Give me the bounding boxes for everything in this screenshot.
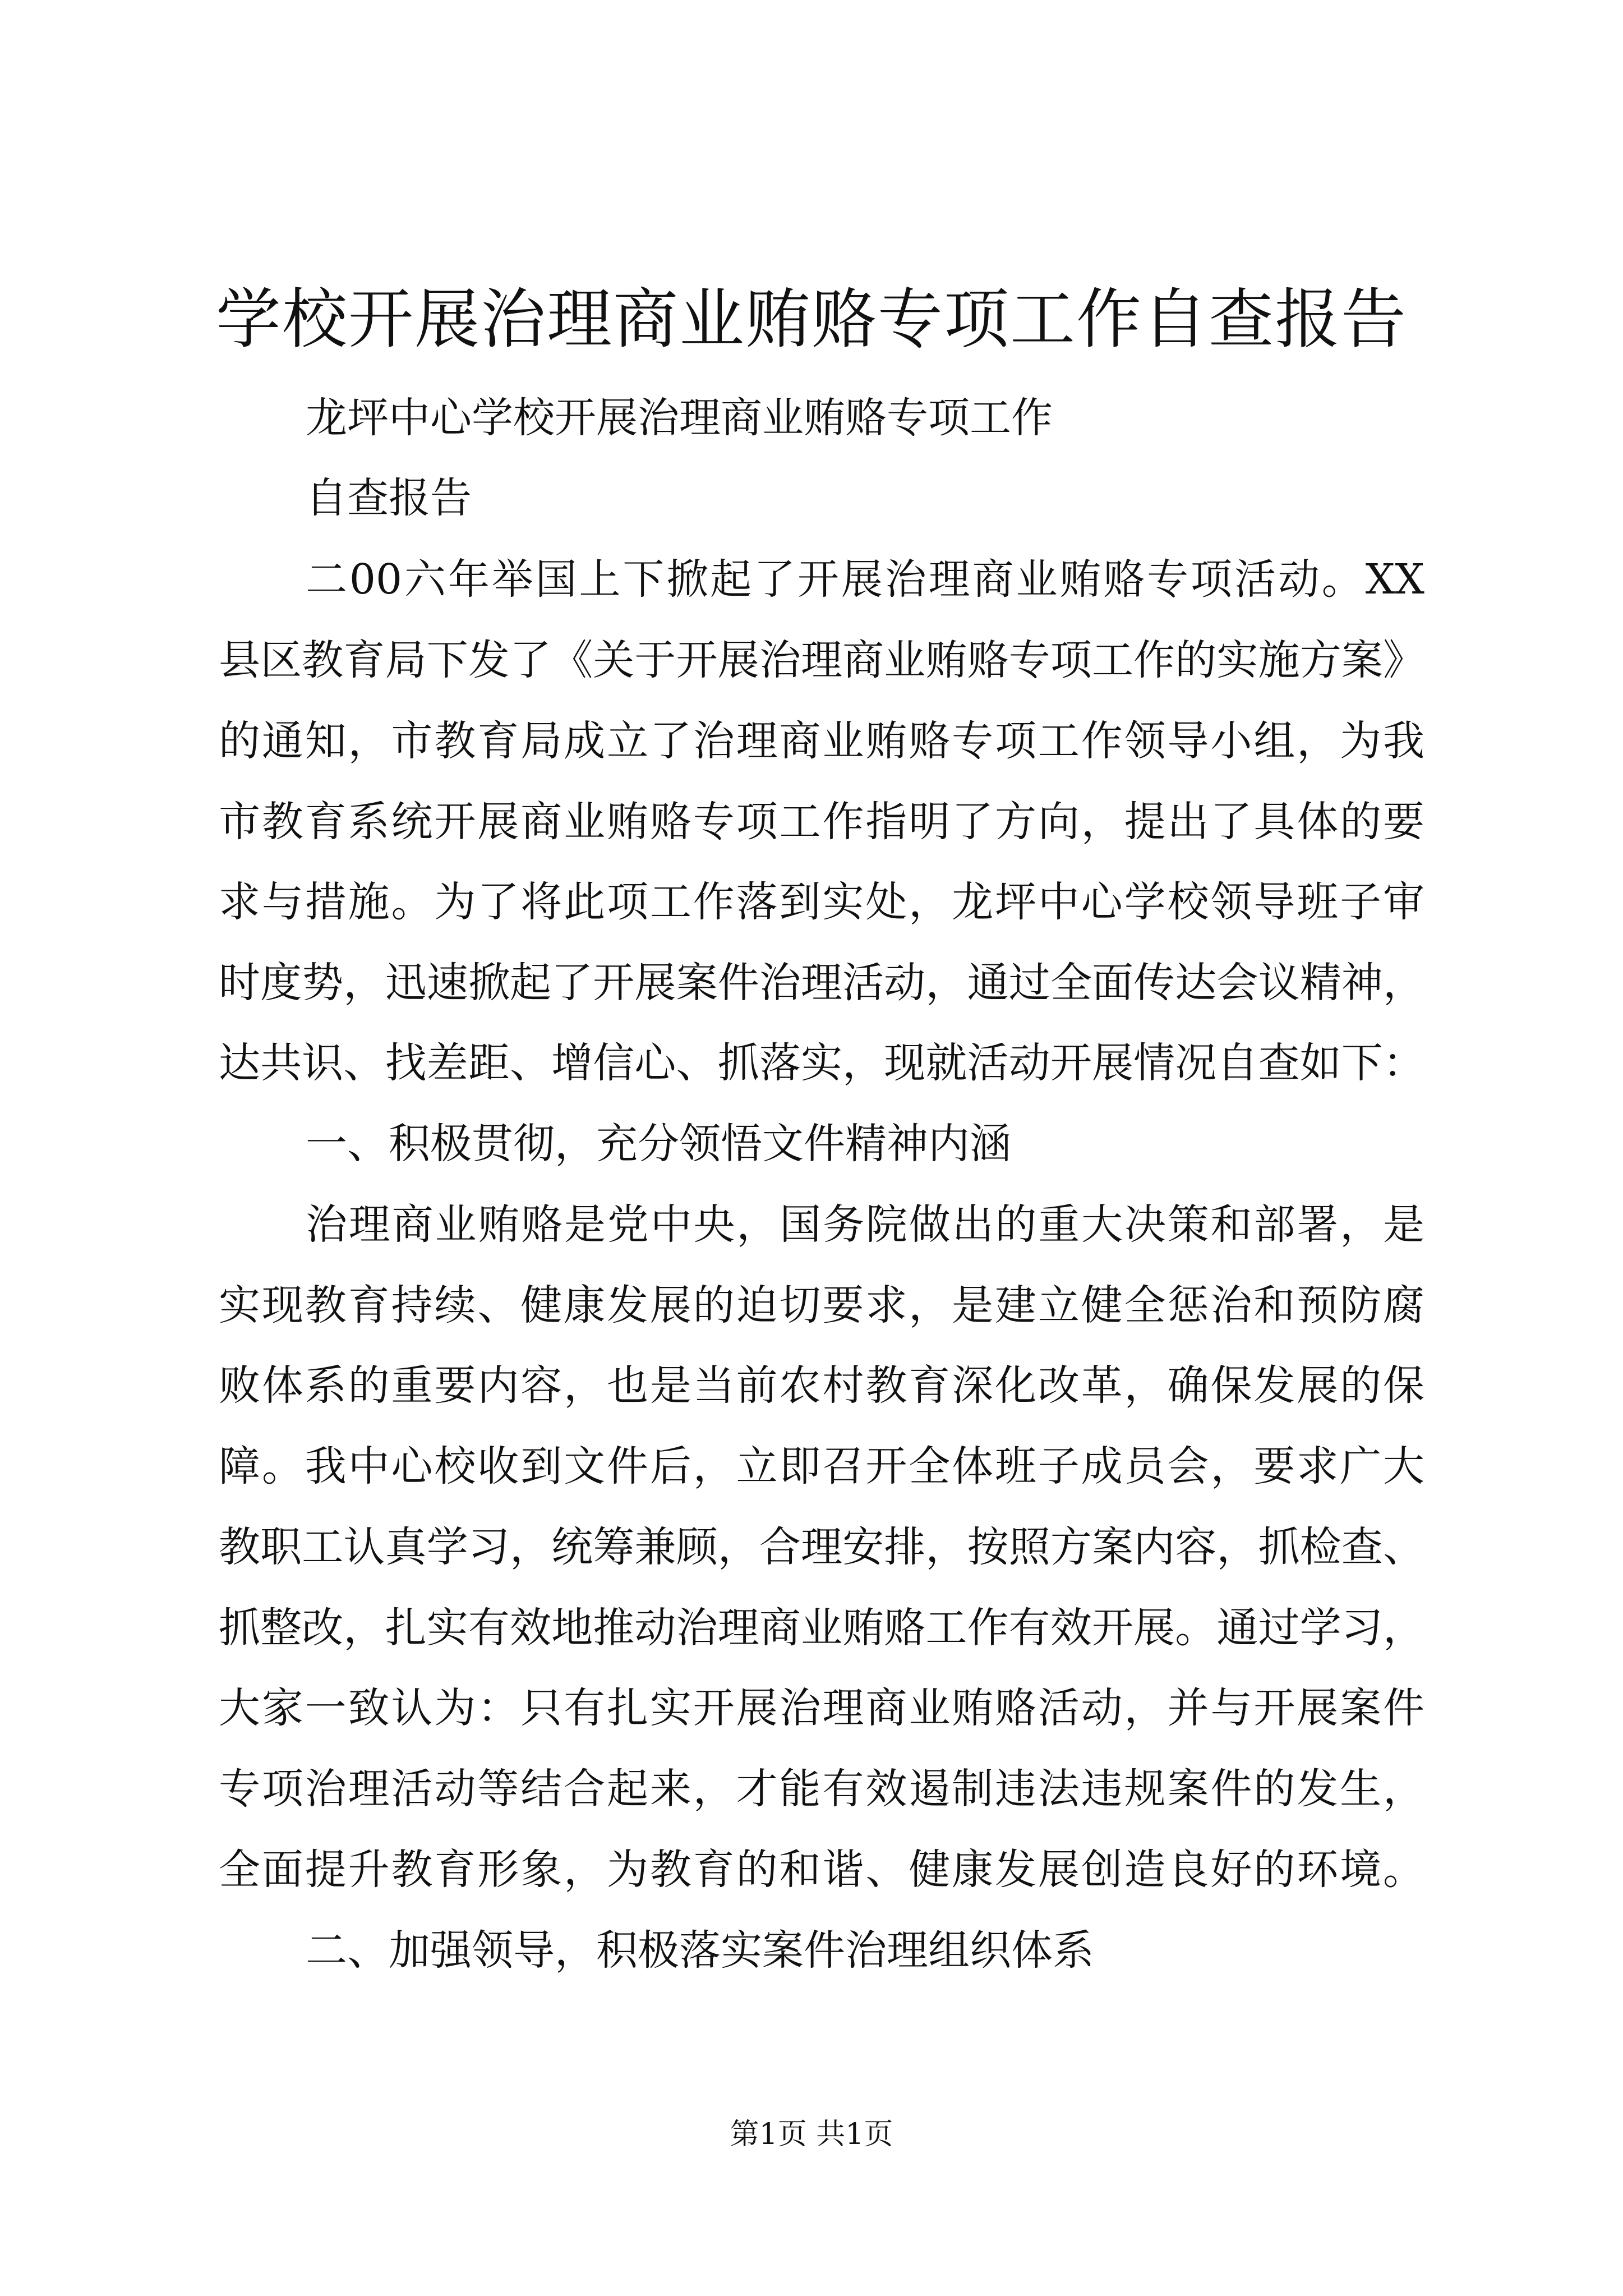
paragraph-line: 败体系的重要内容，也是当前农村教育深化改革，确保发展的保 (219, 1361, 1424, 1410)
paragraph-line: 抓整改，扎实有效地推动治理商业贿赂工作有效开展。通过学习， (219, 1604, 1424, 1652)
paragraph-line: 实现教育持续、健康发展的迫切要求，是建立健全惩治和预防腐 (219, 1281, 1424, 1329)
paragraph-line: 时度势，迅速掀起了开展案件治理活动，通过全面传达会议精神， (219, 959, 1424, 1007)
section-heading: 一、积极贯彻，充分领悟文件精神内涵 (306, 1120, 1011, 1168)
paragraph-line: 全面提升教育形象，为教育的和谐、健康发展创造良好的环境。 (219, 1846, 1424, 1894)
paragraph-line: 障。我中心校收到文件后，立即召开全体班子成员会，要求广大 (219, 1442, 1424, 1490)
paragraph-line: 市教育系统开展商业贿赂专项工作指明了方向，提出了具体的要 (219, 798, 1424, 846)
paragraph-line: 达共识、找差距、增信心、抓落实，现就活动开展情况自查如下： (219, 1039, 1424, 1087)
paragraph-line: 大家一致认为：只有扎实开展治理商业贿赂活动，并与开展案件 (219, 1684, 1424, 1732)
document-title: 学校开展治理商业贿赂专项工作自查报告 (216, 282, 1407, 357)
paragraph-line: 专项治理活动等结合起来，才能有效遏制违法违规案件的发生， (219, 1765, 1424, 1813)
paragraph-line: 县区教育局下发了《关于开展治理商业贿赂专项工作的实施方案》 (219, 636, 1424, 684)
paragraph-line: 治理商业贿赂是党中央，国务院做出的重大决策和部署，是 (306, 1200, 1424, 1249)
paragraph-line: 教职工认真学习，统筹兼顾，合理安排，按照方案内容，抓检查、 (219, 1523, 1424, 1571)
subtitle-line: 龙坪中心学校开展治理商业贿赂专项工作 (306, 394, 1053, 442)
page-number: 第1页 共1页 (730, 2118, 893, 2151)
paragraph-line: 的通知，市教育局成立了治理商业贿赂专项工作领导小组，为我 (219, 717, 1424, 765)
paragraph-line: 二00六年举国上下掀起了开展治理商业贿赂专项活动。XX (306, 555, 1424, 604)
subtitle-line: 自查报告 (306, 474, 472, 522)
section-heading: 二、加强领导，积极落实案件治理组织体系 (306, 1926, 1094, 1975)
paragraph-line: 求与措施。为了将此项工作落到实处，龙坪中心学校领导班子审 (219, 878, 1424, 926)
